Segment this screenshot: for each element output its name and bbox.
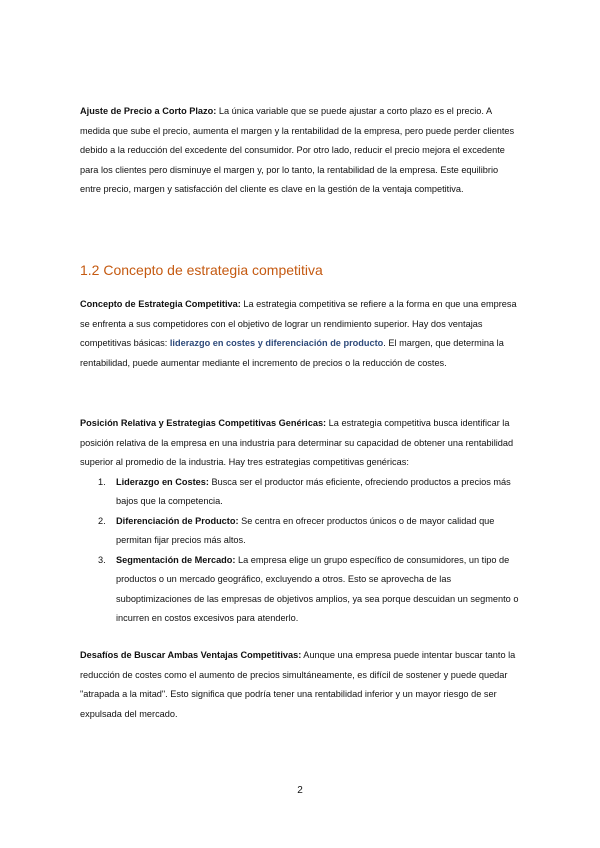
paragraph-label: Posición Relativa y Estrategias Competitivas Genéricas: — [80, 418, 327, 428]
list-item-label: Diferenciación de Producto: — [116, 515, 239, 526]
paragraph-text: La estrategia competitiva busca identificar la posición relativa de la empresa en una industria para determinar su capacidad de obtener una rentabilidad superior al promedio de la industria. Hay tres estrategias competitivas genéricas: — [80, 418, 514, 467]
paragraph-intro — [80, 414, 520, 473]
list-item — [80, 551, 520, 629]
paragraph-text: La estrategia competitiva se refiere a la forma en que una empresa se enfrenta a sus competidores con el objetivo de lograr un rendimiento superior. Hay dos ventajas competitivas básicas: — [80, 299, 517, 348]
list-item-label: Segmentación de Mercado: — [116, 554, 236, 565]
paragraph-label: Concepto de Estrategia Competitiva: — [80, 299, 241, 309]
paragraph-text: La única variable que se puede ajustar a corto plazo es el precio. A medida que sube el precio, aumenta el margen y la rentabilidad de la empresa, pero puede perder clientes debido a la reducción del excedente del consumidor. Por otro lado, reducir el precio mejora el excedente para los clientes pero disminuye el margen y, por lo tanto, la rentabilidad de la empresa. Este equilibrio entre precio, margen y satisfacción del cliente es clave en la gestión de la ventaja competitiva. — [80, 106, 515, 194]
list-item-text: La empresa elige un grupo específico de consumidores, un tipo de productos o un mercado geográfico, excluyendo a otros. Esto se aprovecha de las suboptimizaciones de las empresas de objetivos amplios, ya sea porque descuidan un segmento o incurren en costos excesivos para atenderlo. — [116, 554, 519, 623]
paragraph-desafios — [80, 646, 520, 724]
list-number: 3. — [98, 554, 106, 565]
paragraph-concepto-estrategia — [80, 295, 520, 373]
paragraph-label: Desafíos de Buscar Ambas Ventajas Competitivas: — [80, 650, 302, 660]
paragraph-label: Ajuste de Precio a Corto Plazo: — [80, 106, 217, 116]
list-item — [80, 473, 520, 512]
paragraph-ajuste-precio — [80, 102, 520, 200]
list-item-text: Se centra en ofrecer productos únicos o de mayor calidad que permitan fijar precios más altos. — [116, 515, 495, 545]
list-item — [80, 512, 520, 551]
highlighted-text: liderazgo en costes y diferenciación de producto — [169, 338, 384, 348]
list-item-text: Busca ser el productor más eficiente, ofreciendo productos a precios más bajos que la competencia. — [116, 476, 511, 506]
list-number: 1. — [98, 476, 106, 487]
paragraph-text: . El margen, que determina la rentabilidad, puede aumentar mediante el incremento de precios o la reducción de costes. — [80, 338, 504, 368]
paragraph-text: Aunque una empresa puede intentar buscar tanto la reducción de costes como el aumento de precios simultáneamente, es difícil de sostener y puede quedar "atrapada a la mitad". Esto significa que podría tener una rentabilidad inferior y un mayor riesgo de ser expulsada del mercado. — [80, 650, 516, 719]
strategies-list — [80, 473, 520, 629]
section-heading: 1.2 Concepto de estrategia competitiva — [80, 262, 323, 278]
list-item-label: Liderazgo en Costes: — [116, 476, 209, 487]
list-number: 2. — [98, 515, 106, 526]
paragraph-posicion-relativa — [80, 414, 520, 629]
page-number: 2 — [297, 785, 303, 796]
